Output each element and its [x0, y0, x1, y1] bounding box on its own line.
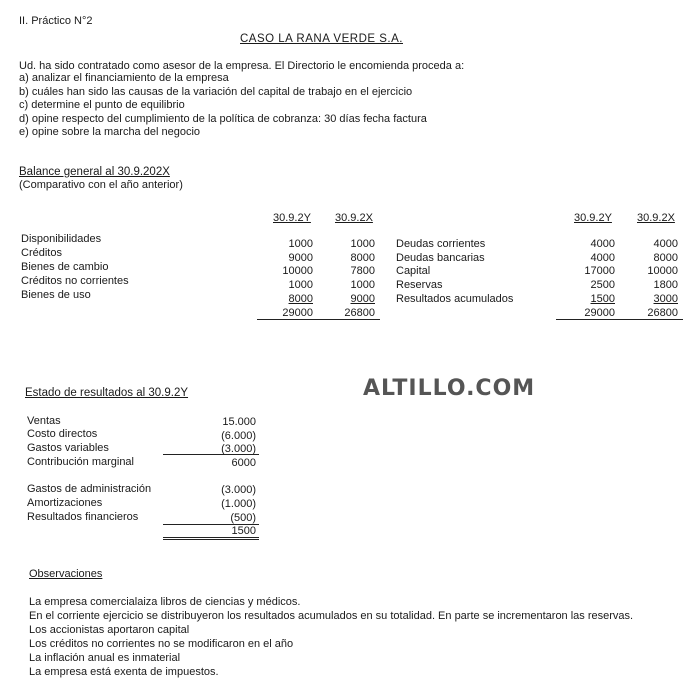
observation-item: La inflación anual es inmaterial [29, 652, 181, 664]
intro-item: e) opine sobre la marcha del negocio [19, 126, 201, 138]
asset-value-a: 9000 [288, 252, 313, 264]
asset-value-a: 1000 [288, 238, 313, 250]
liability-label: Deudas corrientes [396, 238, 486, 250]
intro-item: b) cuáles han sido las causas de la variación del capital de trabajo en el ejercicio [19, 86, 413, 98]
liability-label: Deudas bancarias [396, 252, 485, 264]
liability-value-b: 8000 [653, 252, 678, 264]
liability-value-a: 4000 [590, 238, 615, 250]
liability-value-a: 1500 [590, 293, 615, 305]
observation-item: La empresa está exenta de impuestos. [29, 666, 219, 678]
intro-item: c) determine el punto de equilibrio [19, 99, 185, 111]
observation-item: Los créditos no corrientes no se modificaron en el año [29, 638, 294, 650]
result-label: Contribución marginal [27, 456, 134, 468]
practice-label: II. Práctico N°2 [19, 15, 93, 27]
result-value: (3.000) [221, 484, 256, 496]
result-label: Gastos de administración [27, 483, 152, 495]
observation-item: La empresa comercialaiza libros de ciencias y médicos. [29, 596, 301, 608]
result-label: Resultados financieros [27, 511, 139, 523]
liability-value-a: 4000 [590, 252, 615, 264]
liabilities-total-a: 29000 [584, 307, 615, 319]
assets-total-underline [257, 319, 380, 320]
liability-value-a: 17000 [584, 265, 615, 277]
liability-label: Capital [396, 265, 431, 277]
liability-value-b: 3000 [653, 293, 678, 305]
result-value: (6.000) [221, 430, 256, 442]
results-total-double-underline [163, 539, 259, 540]
asset-label: Créditos [21, 247, 62, 259]
asset-label: Créditos no corrientes [21, 275, 129, 287]
case-title: CASO LA RANA VERDE S.A. [240, 33, 403, 45]
balance-col-b-header: 30.9.2X [637, 212, 675, 224]
observation-item: En el corriente ejercicio se distribuyeron los resultados acumulados en su totalidad. En parte se incrementaron las reservas. [29, 610, 634, 622]
result-label: Costo directos [27, 428, 98, 440]
liability-value-b: 1800 [653, 279, 678, 291]
asset-value-b: 7800 [350, 265, 375, 277]
asset-value-b: 9000 [350, 293, 375, 305]
observation-item: Los accionistas aportaron capital [29, 624, 190, 636]
result-label: Ventas [27, 415, 61, 427]
result-value: 6000 [231, 457, 256, 469]
liability-value-b: 4000 [653, 238, 678, 250]
liability-value-a: 2500 [590, 279, 615, 291]
asset-value-a: 8000 [288, 293, 313, 305]
result-total: 1500 [231, 525, 256, 537]
asset-value-a: 10000 [282, 265, 313, 277]
watermark: ALTILLO.COM [363, 376, 536, 401]
assets-total-a: 29000 [282, 307, 313, 319]
result-value: (3.000) [221, 443, 256, 455]
balance-title: Balance general al 30.9.202X [19, 166, 170, 178]
intro-item: d) opine respecto del cumplimiento de la política de cobranza: 30 días fecha factura [19, 113, 427, 125]
balance-col-b-header: 30.9.2X [335, 212, 373, 224]
result-value: 15.000 [222, 416, 256, 428]
result-value: (500) [230, 512, 256, 524]
results-title: Estado de resultados al 30.9.2Y [25, 387, 189, 399]
asset-label: Disponibilidades [21, 233, 102, 245]
asset-label: Bienes de uso [21, 289, 91, 301]
liability-label: Resultados acumulados [396, 293, 514, 305]
asset-value-b: 8000 [350, 252, 375, 264]
liabilities-total-underline [556, 319, 683, 320]
asset-value-a: 1000 [288, 279, 313, 291]
balance-subtitle: (Comparativo con el año anterior) [19, 179, 183, 191]
results-total-underline [163, 537, 259, 538]
intro-item: a) analizar el financiamiento de la empresa [19, 72, 229, 84]
intro-lead: Ud. ha sido contratado como asesor de la empresa. El Directorio le encomienda proceda a: [19, 60, 465, 72]
result-value: (1.000) [221, 498, 256, 510]
liability-value-b: 10000 [647, 265, 678, 277]
asset-value-b: 1000 [350, 279, 375, 291]
asset-value-b: 1000 [350, 238, 375, 250]
assets-total-b: 26800 [344, 307, 375, 319]
liabilities-total-b: 26800 [647, 307, 678, 319]
liability-label: Reservas [396, 279, 443, 291]
balance-col-a-header: 30.9.2Y [574, 212, 612, 224]
asset-label: Bienes de cambio [21, 261, 109, 273]
result-label: Amortizaciones [27, 497, 103, 509]
result-label: Gastos variables [27, 442, 109, 454]
observations-title: Observaciones [29, 568, 103, 580]
balance-col-a-header: 30.9.2Y [273, 212, 311, 224]
